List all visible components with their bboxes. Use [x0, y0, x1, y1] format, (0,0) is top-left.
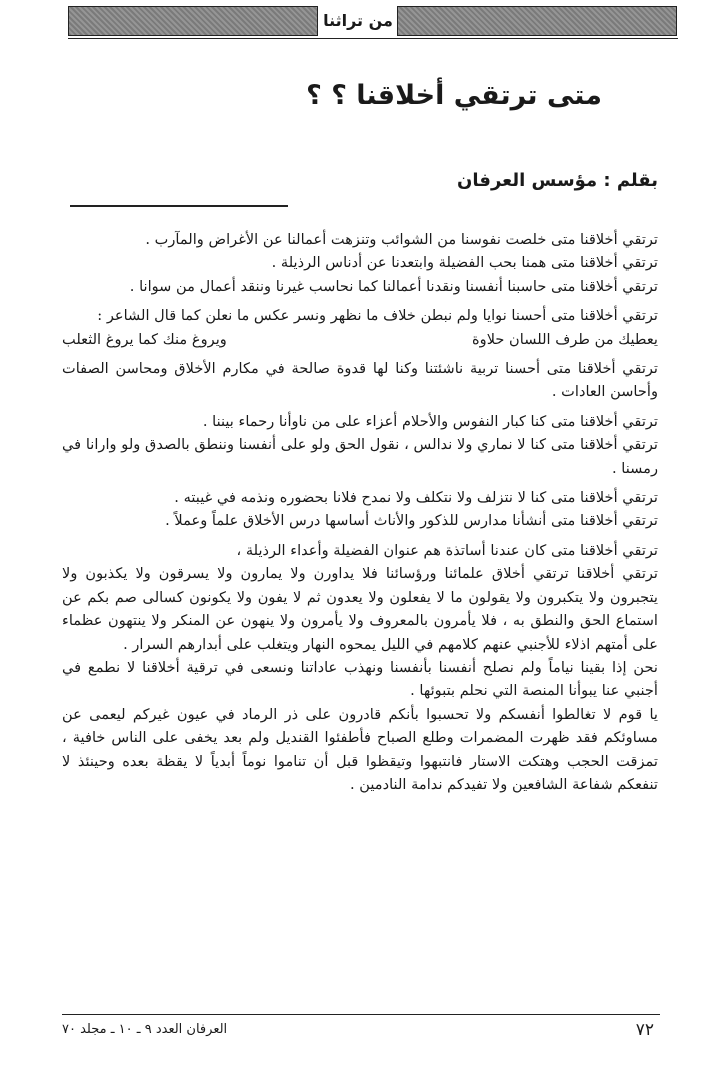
- paragraph: ترتقي أخلاقنا متى كنا لا نماري ولا ندالس ، نقول الحق ولو على أنفسنا وننطق بالصدق ولو وارانا في رمسنا .: [62, 436, 658, 477]
- paragraph: ترتقي أخلاقنا متى حاسبنا أنفسنا ونقدنا أعمالنا كما نحاسب غيرنا وننقد أعمال من سوانا .: [129, 277, 658, 295]
- article-body: [62, 228, 658, 796]
- footer-rule: [62, 1014, 660, 1015]
- paragraph: ترتقي أخلاقنا متى كنا لا نتزلف ولا نتكلف ولا نمدح فلانا بحضوره ونذمه في غيبته .: [174, 489, 658, 507]
- paragraph: ترتقي أخلاقنا متى همنا بحب الفضيلة وابتعدنا عن أدناس الرذيلة .: [271, 254, 658, 272]
- verse-second-hemistich: ويروغ منك كما يروغ الثعلب: [62, 330, 227, 348]
- header-rule: [68, 38, 678, 39]
- page-number: ٧٢: [635, 1020, 654, 1040]
- author-underline: [70, 205, 288, 207]
- header-decorative-bar-right: [397, 6, 677, 36]
- paragraph: ترتقي أخلاقنا متى خلصت نفوسنا من الشوائب وتنزهت أعمالنا عن الأغراض والمآرب .: [145, 231, 658, 248]
- header-section-label: من تراثنا: [323, 11, 393, 30]
- paragraph: نحن إذا بقينا نياماً ولم نصلح أنفسنا بأنفسنا ونهذب عاداتنا ونسعى في ترقية أخلاقنا لا نطمع في أجنبي عنا يبوأنا المنصة التي نحلم بتبوئها .: [62, 658, 658, 700]
- paragraph: ترتقي أخلاقنا متى أحسنا تربية ناشئتنا وكنا لها قدوة صالحة في مكارم الأخلاق ومحاسن الصفات وأحاسن العادات .: [62, 360, 658, 401]
- paragraph: ترتقي أخلاقنا ترتقي أخلاق علمائنا ورؤسائنا فلا يداورن ولا يمارون ولا يسرقون ولا يكذبون ولا يتجبرون ولا يتكبرون ولا يقولون ما لا يفعلون ولا يعدون ثم لا يفون ولا يكونون كسالى صم بكم عن استماع الحق والنطق به ، فلا يأمرون بالمعروف ولا يأمرون ولا ينهون عن المنكر ولا ينتهون عظماء على أمتهم اذلاء للأجنبي عنهم كلامهم في الليل يمحوه النهار ويتغلب على أبدارهم السرار .: [62, 565, 658, 653]
- paragraph: ترتقي أخلاقنا متى كان عندنا أساتذة هم عنوان الفضيلة وأعداء الرذيلة ،: [236, 541, 658, 559]
- article-title: متى ترتقي أخلاقنا ؟ ؟: [306, 80, 602, 111]
- paragraph: ترتقي أخلاقنا متى أنشأنا مدارس للذكور والأناث أساسها درس الأخلاق علماً وعملاً .: [165, 512, 658, 530]
- paragraph: ترتقي أخلاقنا متى أحسنا نوايا ولم نبطن خلاف ما نظهر ونسر عكس ما نعلن كما قال الشاعر :: [97, 307, 658, 325]
- poetry-verse: [62, 328, 658, 351]
- verse-first-hemistich: يعطيك من طرف اللسان حلاوة: [472, 330, 658, 348]
- paragraph: يا قوم لا تغالطوا أنفسكم ولا تحسبوا بأنكم قادرون على ذر الرماد في عيون غيركم ليعمى عن مساوئكم فقد ظهرت المضمرات وطلع الصباح فأطفئوا القنديل ولم بعد يخفى على الناس خافية ، تمزقت الحجب وهتكت الاستار فانتبهوا وتيقظوا قبل أن تناموا نوماً أبدياً لا يقظة بعده وحينئذ لا تنفعكم شفاعة الشافعين ولا تفيدكم ندامة النادمين .: [62, 705, 658, 793]
- article-author: بقلم : مؤسس العرفان: [457, 170, 658, 191]
- issue-info: العرفان العدد ٩ ـ ١٠ ـ مجلد ٧٠: [62, 1022, 228, 1037]
- header-decorative-bar-left: [68, 6, 318, 36]
- paragraph: ترتقي أخلاقنا متى كنا كبار النفوس والأحلام أعزاء على من ناوأنا رحماء بيننا .: [202, 412, 658, 430]
